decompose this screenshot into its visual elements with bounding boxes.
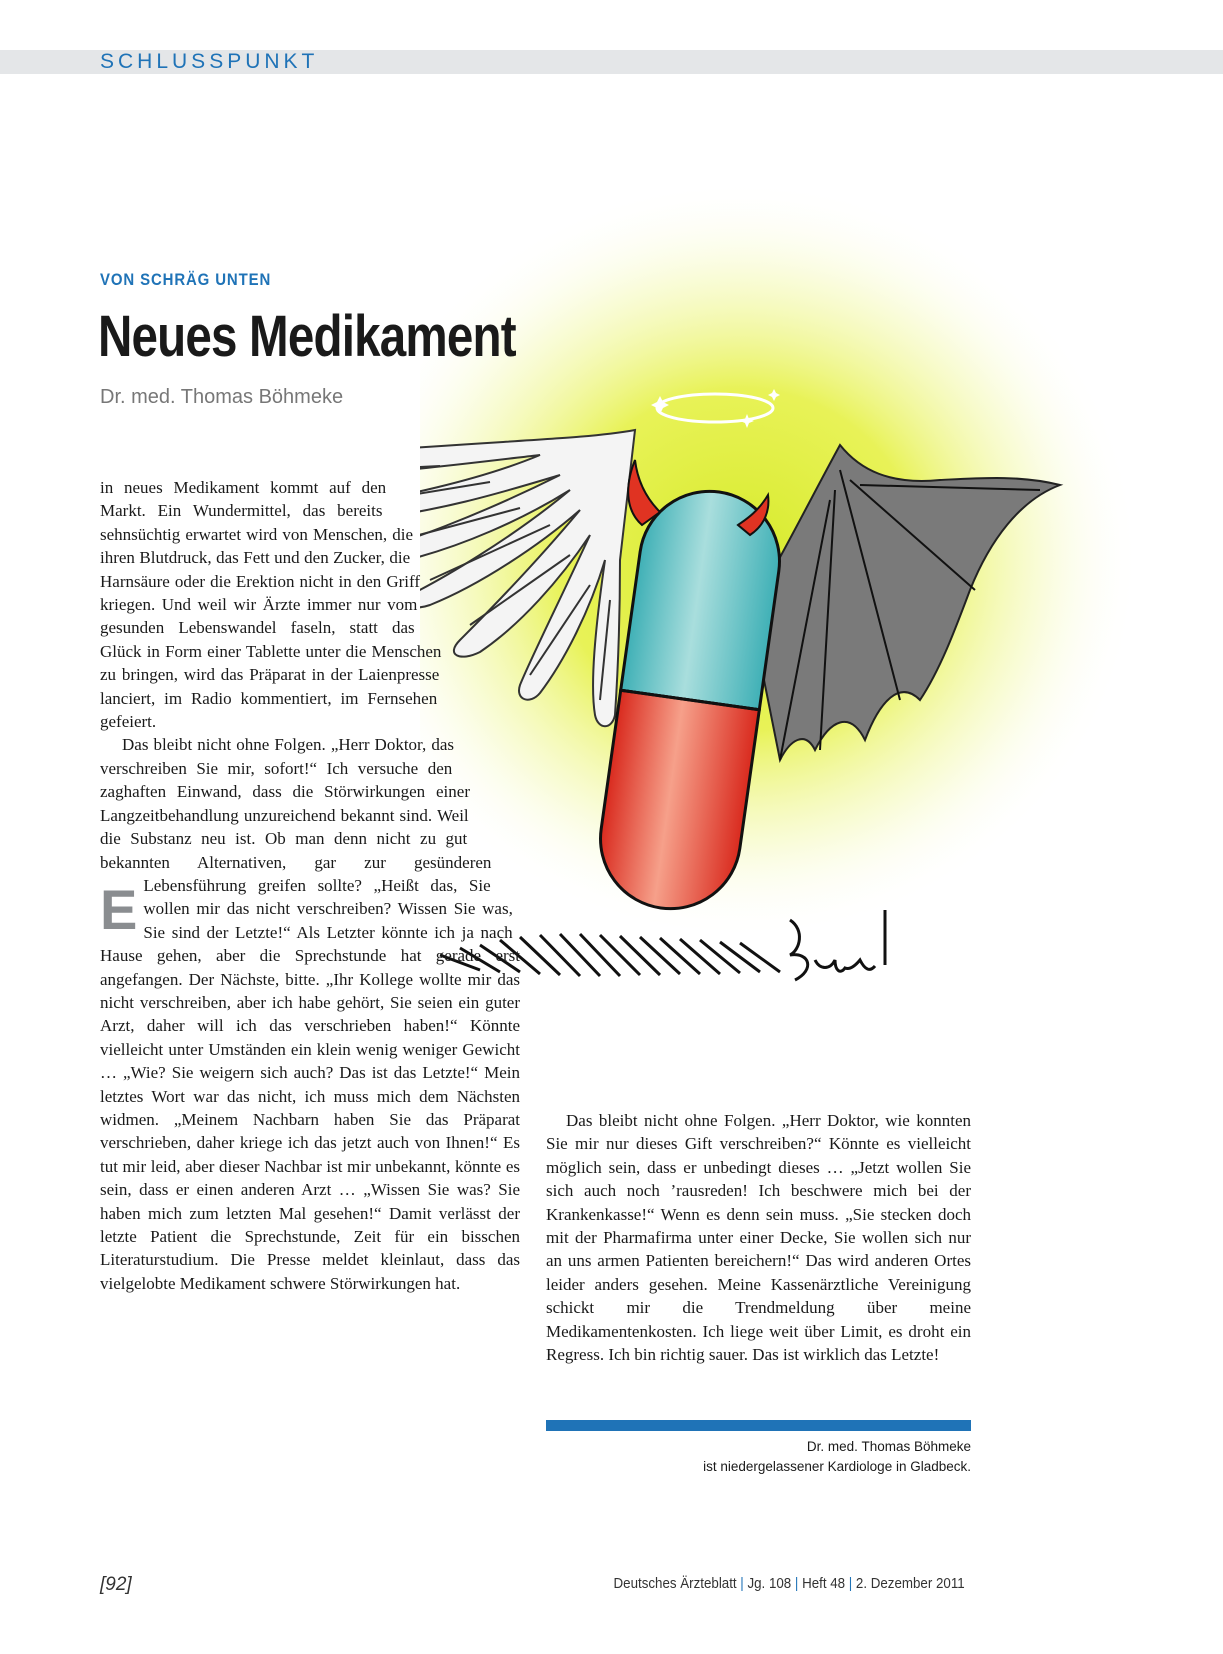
article-kicker: VON SCHRÄG UNTEN <box>100 270 272 289</box>
article-paragraph: Das bleibt nicht ohne Folgen. „Herr Doktor, das verschreiben Sie mir, sofort!“ Ich versuche den zaghaften Einwand, dass die Störwirkungen einer Langzeitbehandlung unzureichend bekannt sind. Weil die Substanz neu ist. Ob man denn nicht zu gut bekannten Alternativen, gar zur gesünderen Lebensführung greifen sollte? „Heißt das, Sie wollen mir das nicht verschreiben? Wissen Sie was, Sie sind der Letzte!“ Als Letzter könnte ich ja nach Hause gehen, aber die Sprechstunde hat gerade erst angefangen. Der Nächste, bitte. „Ihr Kollege wollte mir das nicht verschreiben, aber ich habe gehört, Sie seien ein guter Arzt, daher will ich das verschrieben haben!“ Könnte vielleicht unter Umständen ein klein wenig weniger Gewicht … „Wie? Sie weigern sich auch? Das ist das Letzte!“ Mein letztes Wort war das nicht, ich muss mich dem Nächsten widmen. „Meinem Nachbarn haben Sie das Präparat verschrieben, daher kriege ich das jetzt auch von Ihnen!“ Es tut mir leid, aber dieser Nachbar ist mir unbekannt, könnte es sein, dass er einen anderen Arzt … „Wissen Sie was? Sie haben mich zum letzten Mal gesehen!“ Damit verlässt der letzte Patient die Sprechstunde, Zeit für ein bisschen Literaturstudium. Die Presse meldet kleinlaut, dass das vielgelobte Medikament schwere Störwirkungen hat. <box>100 735 520 1293</box>
drop-cap: E <box>100 878 138 941</box>
article-body-left-column <box>100 476 520 1295</box>
pill-angel-devil-illustration <box>420 140 1160 1060</box>
bio-rule <box>546 1420 971 1431</box>
article-author: Dr. med. Thomas Böhmeke <box>100 386 344 408</box>
article-paragraph-right: Das bleibt nicht ohne Folgen. „Herr Doktor, wie konnten Sie mir nur dieses Gift verschreiben?“ Könnte es vielleicht möglich sein, dass er unbedingt dieses … „Jetzt wollen Sie sich auch noch ’rausreden! Ich beschwere mich bei der Krankenkasse!“ Wenn es denn sein muss. „Sie stecken doch mit der Pharmafirma unter einer Decke, Sie wollen sich nur an uns armen Patienten bereichern!“ Das wird anderen Ortes leider anders gesehen. Meine Kassenärztliche Vereinigung schickt mir die Trendmeldung über meine Medikamentenkosten. Ich liege weit über Limit, es droht ein Regress. Ich bin richtig sauer. Das ist wirklich das Letzte! <box>546 1111 971 1365</box>
page-number: [92] <box>100 1574 132 1595</box>
author-bio <box>703 1437 971 1477</box>
journal-issue: Heft 48 <box>802 1576 846 1592</box>
article-paragraph: E in neues Medikament kommt auf den Markt. Ein Wundermittel, das bereits sehnsüchtig erwartet wird von Menschen, die ihren Blutdruck, das Fett und den Zucker, die Harnsäure oder die Erektion nicht in den Griff kriegen. Und weil wir Ärzte immer nur vom gesunden Lebenswandel faseln, statt das Glück in Form einer Tablette unter die Menschen zu bringen, wird das Präparat in der Laienpresse lanciert, im Radio kommentiert, im Fernsehen gefeiert. <box>100 478 442 941</box>
publication-info: Deutsches Ärzteblatt | Jg. 108 | Heft 48 | 2. Dezember 2011 <box>613 1576 965 1592</box>
bio-name: Dr. med. Thomas Böhmeke <box>806 1439 971 1454</box>
article-title: Neues Medikament <box>98 304 516 369</box>
section-label: SCHLUSSPUNKT <box>100 50 319 73</box>
journal-date: 2. Dezember 2011 <box>856 1576 965 1592</box>
journal-volume: Jg. 108 <box>747 1576 792 1592</box>
journal-name: Deutsches Ärzteblatt <box>613 1576 737 1592</box>
bio-text: ist niedergelassener Kardiologe in Gladbeck. <box>703 1459 971 1474</box>
